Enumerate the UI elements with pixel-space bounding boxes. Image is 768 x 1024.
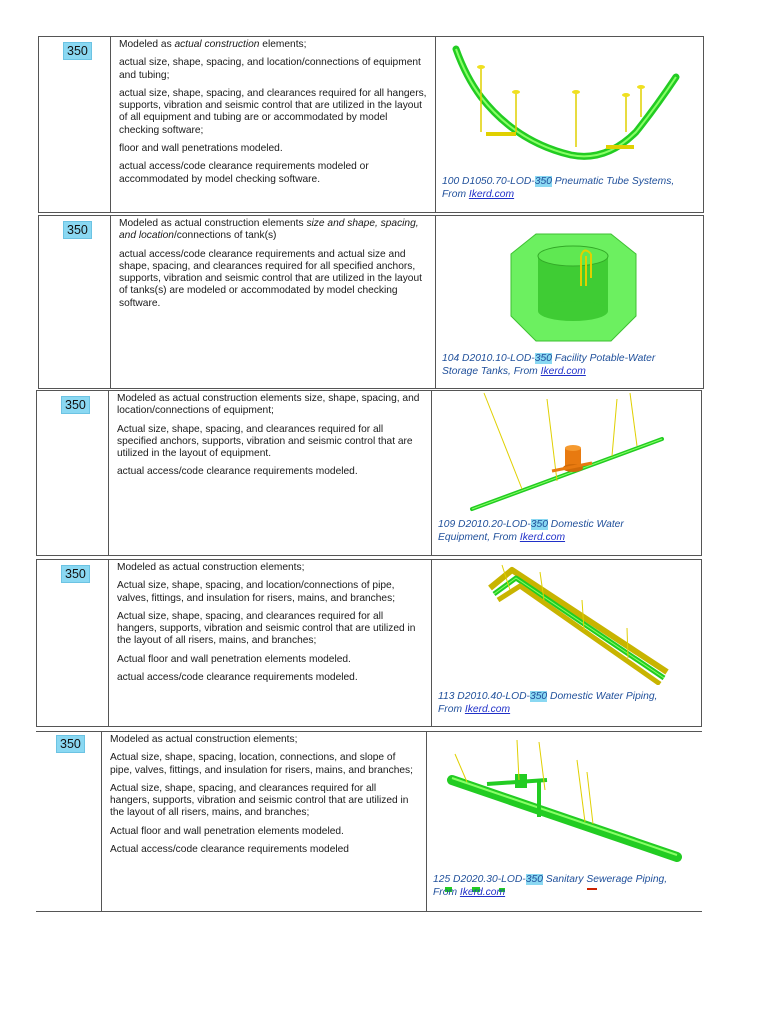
description-para: Actual size, shape, spacing, and clearances required for all hangers, supports, vibration and seismic control that are utilized in the layout of all risers, mains, and branches; — [117, 610, 416, 647]
description-para: Actual size, shape, spacing, and clearances required for all hangers, supports, vibration and seismic control that are utilized in the layout of all risers, mains, and branches; — [110, 782, 409, 819]
lod-badge: 350 — [56, 735, 85, 753]
lod-row-4 — [36, 559, 702, 727]
description-para: actual size, shape, spacing, and clearances required for all hangers, supports, vibration and seismic control that are utilized in the layout of all equipment and tubing are or accommodated by model checking software; — [119, 87, 427, 136]
description-cell — [109, 391, 432, 555]
description-cell — [111, 37, 436, 212]
description-para: Actual access/code clearance requirements modeled — [110, 844, 349, 856]
water-storage-tank-figure — [436, 216, 704, 346]
description-cell — [111, 216, 436, 388]
ikerd-link[interactable]: Ikerd.com — [519, 532, 566, 543]
ikerd-link[interactable]: Ikerd.com — [540, 366, 586, 377]
figure-caption: 109 D2010.20-LOD-350 Domestic Water Equipment, From Ikerd.com — [438, 519, 624, 543]
description-para: actual access/code clearance requirements modeled. — [117, 466, 358, 478]
lod-cell — [36, 732, 102, 911]
description-para: Actual size, shape, spacing, and location/connections of pipe, valves, fittings, and insulation for risers, mains, and branches; — [117, 580, 396, 604]
lod-row-2 — [38, 215, 704, 389]
lod-cell — [39, 216, 111, 388]
figure-cell — [436, 37, 703, 212]
description-cell — [102, 732, 427, 911]
description-para: Modeled as actual construction elements size, shape, spacing, and location/connections of equipment; — [117, 393, 420, 417]
description-para: Modeled as actual construction elements; — [110, 734, 298, 745]
figure-cell — [432, 560, 701, 726]
description-para: actual size, shape, spacing, and location/connections of equipment and tubing; — [119, 57, 421, 81]
description-cell — [109, 560, 432, 726]
description-para: Actual floor and wall penetration elements modeled. — [110, 825, 344, 837]
description-para: Actual size, shape, spacing, and clearances required for all specified anchors, supports, vibration and seismic control that are utilized in the layout of equipment. — [117, 423, 413, 460]
lod-row-3 — [36, 390, 702, 556]
description-para: actual access/code clearance requirements modeled. — [117, 672, 358, 684]
lod-badge: 350 — [61, 565, 90, 583]
figure-caption: 104 D2010.10-LOD-350 Facility Potable-Water Storage Tanks, From Ikerd.com — [442, 353, 656, 377]
lod-row-1 — [38, 36, 704, 213]
figure-cell — [432, 391, 701, 555]
description-para: floor and wall penetrations modeled. — [119, 143, 283, 155]
ikerd-link[interactable]: Ikerd.com — [464, 704, 511, 715]
water-piping-figure — [432, 560, 702, 685]
lod-cell — [39, 37, 111, 212]
figure-cell — [436, 216, 703, 388]
ikerd-link[interactable]: Ikerd.com — [468, 189, 515, 200]
figure-cell — [427, 732, 702, 911]
lod-badge: 350 — [61, 396, 90, 414]
lod-cell — [37, 560, 109, 726]
description-para: Modeled as actual construction elements; — [119, 39, 307, 50]
figure-caption: 125 D2020.30-LOD-350 Sanitary Sewerage Piping, From Ikerd.com — [433, 874, 668, 898]
water-equipment-figure — [432, 391, 702, 516]
figure-caption: 113 D2010.40-LOD-350 Domestic Water Piping, From Ikerd.com — [438, 691, 658, 715]
lod-cell — [37, 391, 109, 555]
description-para: Modeled as actual construction elements size and shape, spacing, and location/connections of tank(s) — [119, 218, 419, 242]
description-para: actual access/code clearance requirements and actual size and shape, spacing, and clearances required for all specified anchors, supports, vibration and seismic control that are utilized in the layout of tanks(s) are modeled or accommodated by model checking software. — [119, 248, 422, 309]
figure-caption: 100 D1050.70-LOD-350 Pneumatic Tube Systems, From Ikerd.com — [442, 176, 675, 200]
lod-badge: 350 — [63, 221, 92, 239]
lod-badge: 350 — [63, 42, 92, 60]
pneumatic-tube-figure — [436, 37, 704, 167]
description-para: actual access/code clearance requirements modeled or accommodated by model checking software. — [119, 161, 369, 185]
description-para: Actual size, shape, spacing, location, connections, and slope of pipe, valves, fittings, and insulation for risers, mains, and branches; — [110, 752, 413, 776]
description-para: Actual floor and wall penetration elements modeled. — [117, 653, 351, 665]
description-para: Modeled as actual construction elements; — [117, 562, 305, 573]
lod-row-5 — [36, 731, 702, 912]
ikerd-link[interactable]: Ikerd.com — [459, 887, 506, 898]
